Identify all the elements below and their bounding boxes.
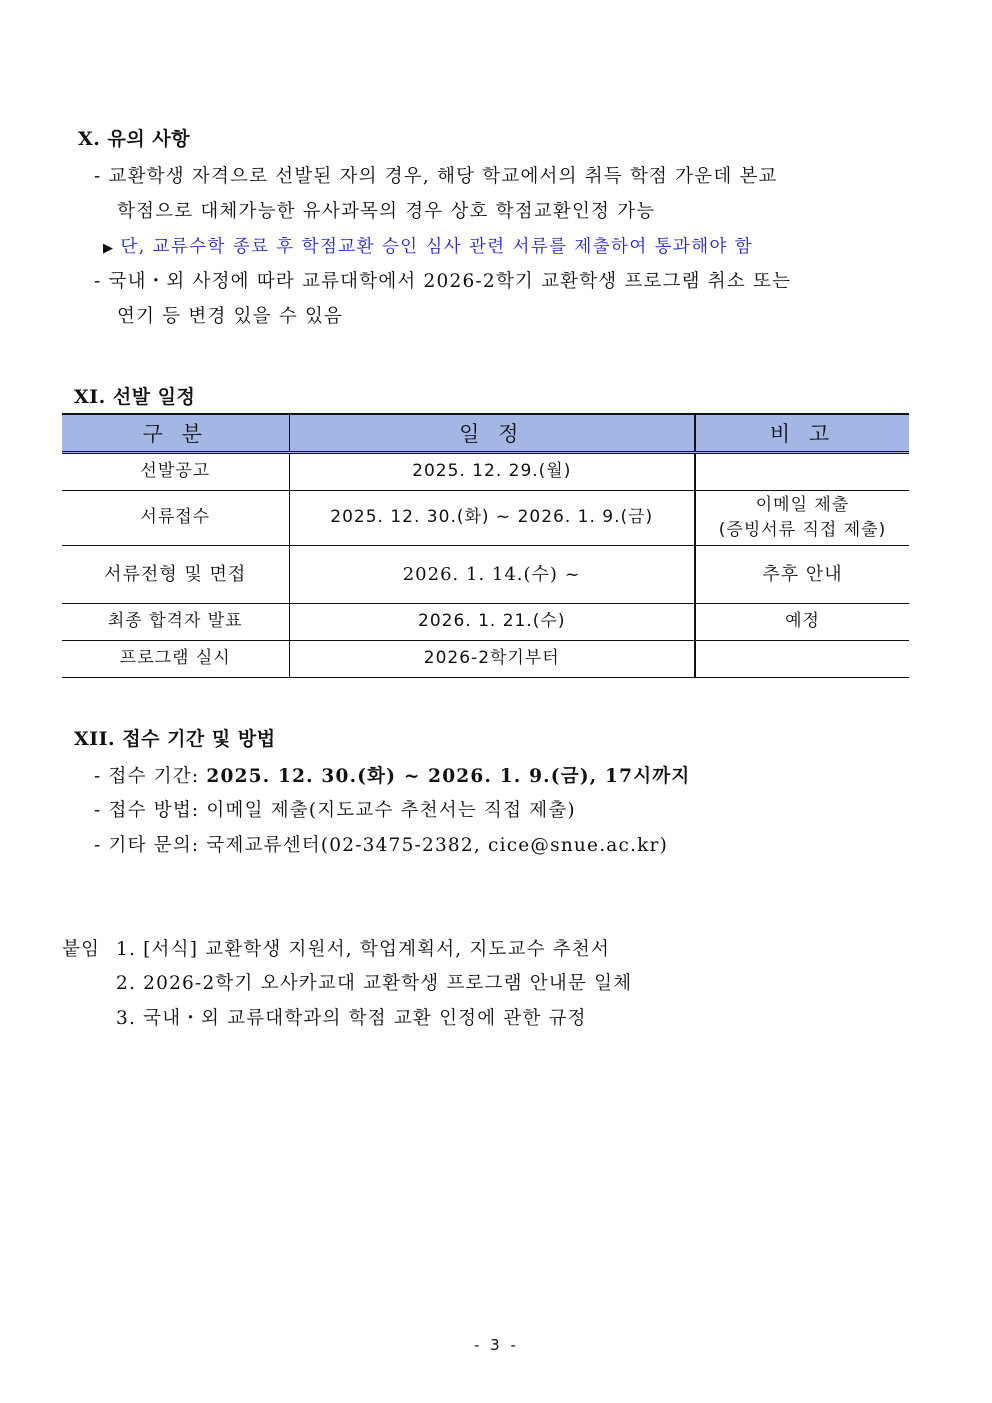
cell-schedule: 2025. 12. 30.(화) ~ 2026. 1. 9.(금) xyxy=(289,491,695,546)
section-x-item-1-line-2: 학점으로 대체가능한 유사과목의 경우 상호 학점교환인정 가능 xyxy=(117,201,656,222)
application-method xyxy=(94,796,576,822)
table-row xyxy=(62,546,909,604)
attachment-item-3: 3. 국내・외 교류대학과의 학점 교환 인정에 관한 규정 xyxy=(116,1008,587,1029)
attachment-item-1: 1. [서식] 교환학생 지원서, 학업계획서, 지도교수 추천서 xyxy=(116,939,611,960)
attachment-item-2: 2. 2026-2학기 오사카교대 교환학생 프로그램 안내문 일체 xyxy=(116,973,633,994)
cell-schedule: 2026. 1. 21.(수) xyxy=(289,604,695,641)
cell-note-line-2: (증빙서류 직접 제출) xyxy=(718,520,887,540)
cell-schedule: 2026. 1. 14.(수) ~ xyxy=(289,546,695,604)
cell-schedule: 2026-2학기부터 xyxy=(289,641,695,678)
header-note: 비 고 xyxy=(695,414,909,453)
application-method-value: 이메일 제출(지도교수 추천서는 직접 제출) xyxy=(206,800,576,821)
section-xii-title: XII. 접수 기간 및 방법 xyxy=(74,728,276,750)
table-row xyxy=(62,641,909,678)
application-period-label: - 접수 기간: xyxy=(94,766,207,787)
table-row xyxy=(62,453,909,491)
page-number: - 3 - xyxy=(474,1336,519,1354)
application-method-label: - 접수 방법: xyxy=(94,800,207,821)
table-header-row xyxy=(62,414,909,453)
cell-category: 프로그램 실시 xyxy=(62,641,289,678)
cell-schedule: 2025. 12. 29.(월) xyxy=(289,453,695,491)
triangle-bullet-icon: ▶ xyxy=(103,241,115,256)
section-x-note-text: 단, 교류수학 종료 후 학점교환 승인 심사 관련 서류를 제출하여 통과해야 함 xyxy=(120,237,754,257)
section-x-item-2-line-1: - 국내・외 사정에 따라 교류대학에서 2026-2학기 교환학생 프로그램 취소 또는 xyxy=(94,271,792,292)
cell-category: 서류접수 xyxy=(62,491,289,546)
attachments-label: 붙임 xyxy=(62,939,101,960)
cell-note: 예정 xyxy=(695,604,909,641)
contact-info-label: - 기타 문의: xyxy=(94,835,207,856)
cell-category: 최종 합격자 발표 xyxy=(62,604,289,641)
header-schedule: 일 정 xyxy=(289,414,695,453)
table-row xyxy=(62,491,909,546)
cell-category: 서류전형 및 면접 xyxy=(62,546,289,604)
application-period-value: 2025. 12. 30.(화) ~ 2026. 1. 9.(금), 17시까지 xyxy=(206,766,691,787)
section-x-note xyxy=(103,233,753,258)
contact-info xyxy=(94,831,668,857)
header-category: 구 분 xyxy=(62,414,289,453)
schedule-table xyxy=(62,413,909,678)
contact-info-value: 국제교류센터(02-3475-2382, cice@snue.ac.kr) xyxy=(206,835,669,856)
section-x-item-2-line-2: 연기 등 변경 있을 수 있음 xyxy=(117,306,344,327)
cell-note xyxy=(695,641,909,678)
application-period xyxy=(94,762,690,788)
section-x-title: Ⅹ. 유의 사항 xyxy=(78,128,191,150)
table-row xyxy=(62,604,909,641)
section-x-item-1-line-1: - 교환학생 자격으로 선발된 자의 경우, 해당 학교에서의 취득 학점 가운데 본교 xyxy=(94,166,778,187)
cell-note xyxy=(695,453,909,491)
cell-category: 선발공고 xyxy=(62,453,289,491)
cell-note: 추후 안내 xyxy=(695,546,909,604)
cell-note xyxy=(695,491,909,546)
section-xi-title: XI. 선발 일정 xyxy=(74,386,196,408)
cell-note-line-1: 이메일 제출 xyxy=(755,494,850,515)
